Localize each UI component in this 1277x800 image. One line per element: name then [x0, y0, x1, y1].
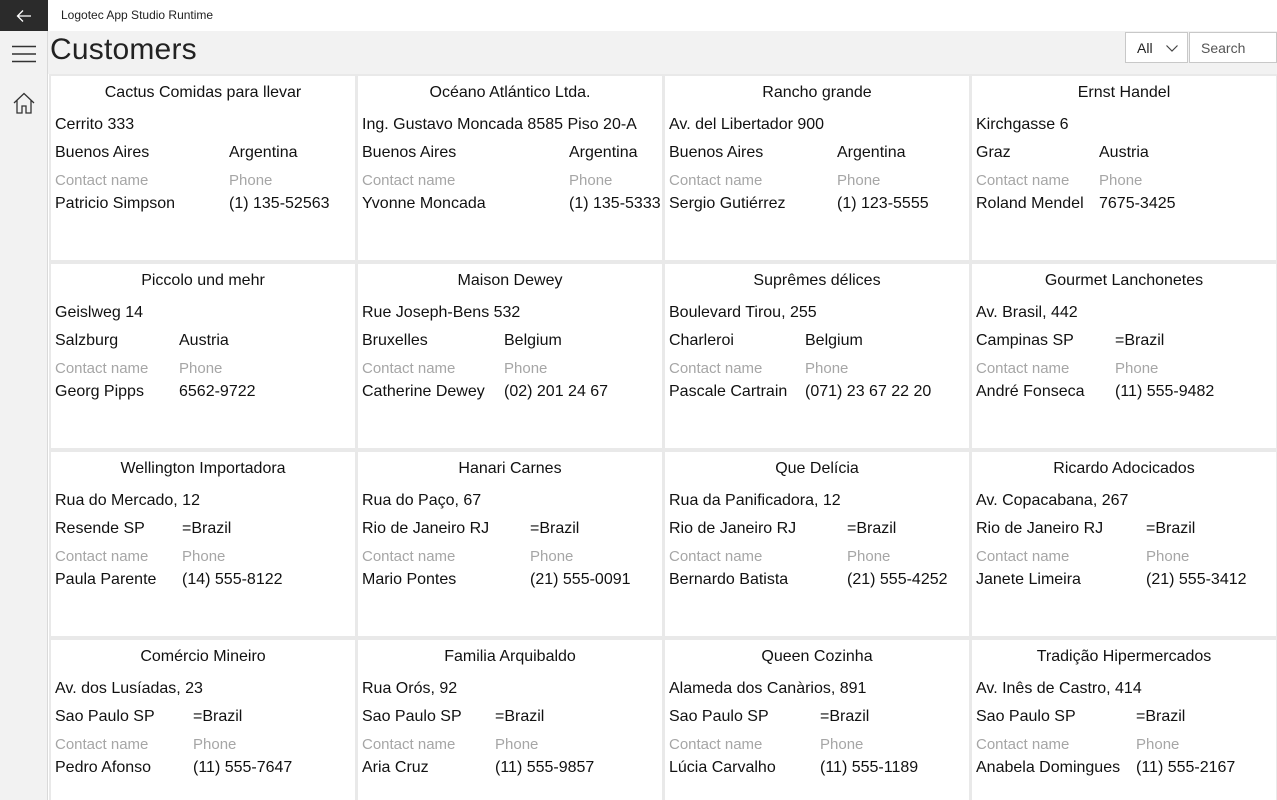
customer-name: Suprêmes délices [753, 272, 881, 289]
card-content [665, 264, 969, 448]
card-content [665, 452, 969, 636]
customer-name: Familia Arquibaldo [444, 648, 576, 665]
customer-card[interactable] [358, 640, 662, 800]
contact-name-label: Contact name [55, 360, 149, 377]
contact-name-label: Contact name [976, 736, 1070, 753]
customer-card[interactable] [665, 264, 969, 448]
phone-label: Phone [805, 360, 849, 377]
customer-name: Rancho grande [762, 84, 872, 101]
customer-phone: (11) 555-9482 [1115, 383, 1215, 400]
customer-phone: (071) 23 67 22 20 [805, 383, 932, 400]
app-title: Logotec App Studio Runtime [61, 8, 214, 22]
customer-address: Rue Joseph-Bens 532 [362, 304, 521, 321]
customer-city: Campinas SP [976, 332, 1074, 349]
card-content [358, 76, 662, 260]
customer-phone: (11) 555-2167 [1136, 759, 1236, 776]
phone-label: Phone [182, 548, 226, 565]
customer-card[interactable] [972, 264, 1276, 448]
customer-name: Hanari Carnes [458, 460, 562, 477]
customer-card[interactable] [665, 640, 969, 800]
title-bar [0, 0, 1277, 31]
customer-city: Buenos Aires [362, 144, 457, 161]
customer-name: Ricardo Adocicados [1053, 460, 1195, 477]
customer-card[interactable] [358, 264, 662, 448]
customer-card[interactable] [51, 76, 355, 260]
contact-name-label: Contact name [669, 548, 763, 565]
customer-country: Austria [1099, 144, 1149, 161]
customer-phone: (11) 555-9857 [495, 759, 595, 776]
phone-label: Phone [1115, 360, 1159, 377]
customer-country: Austria [179, 332, 229, 349]
contact-name-label: Contact name [669, 736, 763, 753]
customer-phone: (11) 555-7647 [193, 759, 293, 776]
card-content [51, 452, 355, 636]
customer-phone: (21) 555-3412 [1146, 571, 1247, 588]
customer-card[interactable] [972, 76, 1276, 260]
customer-name: Que Delícia [775, 460, 859, 477]
card-content [51, 76, 355, 260]
customer-card[interactable] [358, 452, 662, 636]
contact-name-label: Contact name [976, 360, 1070, 377]
customer-city: Sao Paulo SP [669, 708, 769, 725]
customer-city: Sao Paulo SP [976, 708, 1076, 725]
back-arrow-icon [16, 9, 32, 23]
customer-contact: André Fonseca [976, 383, 1085, 400]
phone-label: Phone [179, 360, 223, 377]
phone-label: Phone [820, 736, 864, 753]
customer-card[interactable] [51, 264, 355, 448]
card-content [358, 264, 662, 448]
customer-country: =Brazil [1115, 332, 1165, 349]
customer-contact: Sergio Gutiérrez [669, 195, 786, 212]
customer-country: =Brazil [193, 708, 243, 725]
customer-city: Bruxelles [362, 332, 428, 349]
customer-country: Belgium [504, 332, 562, 349]
customer-city: Sao Paulo SP [362, 708, 462, 725]
phone-label: Phone [229, 172, 273, 189]
customer-address: Av. Inês de Castro, 414 [976, 680, 1142, 697]
customer-country: =Brazil [847, 520, 897, 537]
customer-address: Geislweg 14 [55, 304, 144, 321]
customer-address: Rua Orós, 92 [362, 680, 458, 697]
customer-address: Rua do Mercado, 12 [55, 492, 200, 509]
customer-name: Maison Dewey [457, 272, 563, 289]
customer-phone: (21) 555-0091 [530, 571, 631, 588]
customer-address: Kirchgasse 6 [976, 116, 1069, 133]
customer-city: Buenos Aires [55, 144, 150, 161]
customer-phone: (21) 555-4252 [847, 571, 948, 588]
customer-country: =Brazil [1136, 708, 1186, 725]
customer-country: =Brazil [820, 708, 870, 725]
customer-phone: 7675-3425 [1099, 195, 1176, 212]
customer-contact: Lúcia Carvalho [669, 759, 776, 776]
customer-country: =Brazil [1146, 520, 1196, 537]
customer-contact: Georg Pipps [55, 383, 144, 400]
phone-label: Phone [847, 548, 891, 565]
contact-name-label: Contact name [669, 360, 763, 377]
customer-card[interactable] [972, 640, 1276, 800]
customer-city: Rio de Janeiro RJ [669, 520, 797, 537]
customer-address: Alameda dos Canàrios, 891 [669, 680, 867, 697]
nav-rail [0, 31, 48, 800]
contact-name-label: Contact name [55, 736, 149, 753]
filter-dropdown[interactable] [1125, 32, 1188, 63]
contact-name-label: Contact name [362, 736, 456, 753]
card-content [972, 452, 1276, 636]
customer-city: Charleroi [669, 332, 734, 349]
card-content [358, 452, 662, 636]
customer-city: Rio de Janeiro RJ [362, 520, 490, 537]
phone-label: Phone [504, 360, 548, 377]
customer-country: Argentina [229, 144, 298, 161]
customer-country: Argentina [569, 144, 638, 161]
customer-card[interactable] [51, 452, 355, 636]
card-content [358, 640, 662, 800]
customer-city: Salzburg [55, 332, 119, 349]
customer-city: Resende SP [55, 520, 145, 537]
contact-name-label: Contact name [362, 548, 456, 565]
customer-name: Wellington Importadora [120, 460, 286, 477]
customer-city: Buenos Aires [669, 144, 764, 161]
phone-label: Phone [1136, 736, 1180, 753]
hamburger-icon [12, 45, 36, 63]
card-content [972, 264, 1276, 448]
customer-card[interactable] [51, 640, 355, 800]
customer-address: Boulevard Tirou, 255 [669, 304, 817, 321]
customer-city: Sao Paulo SP [55, 708, 155, 725]
customer-city: Graz [976, 144, 1011, 161]
customer-address: Av. dos Lusíadas, 23 [55, 680, 203, 697]
customer-address: Rua da Panificadora, 12 [669, 492, 841, 509]
customer-contact: Catherine Dewey [362, 383, 485, 400]
customer-grid [49, 74, 1277, 800]
hamburger-menu-button[interactable] [0, 32, 48, 76]
customer-country: =Brazil [495, 708, 545, 725]
contact-name-label: Contact name [55, 172, 149, 189]
customer-card[interactable] [972, 452, 1276, 636]
customer-name: Tradição Hipermercados [1036, 648, 1212, 665]
customer-phone: (14) 555-8122 [182, 571, 283, 588]
customer-contact: Pedro Afonso [55, 759, 152, 776]
phone-label: Phone [1146, 548, 1190, 565]
customer-contact: Paula Parente [55, 571, 157, 588]
card-content [972, 76, 1276, 260]
customer-name: Gourmet Lanchonetes [1044, 272, 1204, 289]
chevron-down-icon [1165, 41, 1179, 55]
phone-label: Phone [569, 172, 613, 189]
customer-card[interactable] [665, 76, 969, 260]
contact-name-label: Contact name [976, 548, 1070, 565]
customer-phone: (1) 135-52563 [229, 195, 330, 212]
card-content [51, 640, 355, 800]
customer-country: =Brazil [530, 520, 580, 537]
customer-address: Av. Brasil, 442 [976, 304, 1078, 321]
customer-contact: Aria Cruz [362, 759, 429, 776]
home-nav-button[interactable] [0, 81, 48, 125]
customer-contact: Anabela Domingues [976, 759, 1121, 776]
contact-name-label: Contact name [669, 172, 763, 189]
page-header [48, 31, 1277, 74]
card-content [665, 76, 969, 260]
customer-contact: Janete Limeira [976, 571, 1081, 588]
contact-name-label: Contact name [362, 172, 456, 189]
customer-contact: Patricio Simpson [55, 195, 176, 212]
customer-contact: Bernardo Batista [669, 571, 789, 588]
customer-country: Argentina [837, 144, 906, 161]
card-content [665, 640, 969, 800]
customer-address: Av. Copacabana, 267 [976, 492, 1129, 509]
phone-label: Phone [837, 172, 881, 189]
customer-card[interactable] [358, 76, 662, 260]
customer-contact: Roland Mendel [976, 195, 1084, 212]
customer-address: Cerrito 333 [55, 116, 135, 133]
customer-name: Piccolo und mehr [141, 272, 265, 289]
phone-label: Phone [193, 736, 237, 753]
customer-phone: 6562-9722 [179, 383, 256, 400]
home-icon [12, 91, 36, 115]
customer-name: Cactus Comidas para llevar [104, 84, 302, 101]
customer-phone: (02) 201 24 67 [504, 383, 609, 400]
customer-name: Océano Atlántico Ltda. [429, 84, 591, 101]
customer-contact: Pascale Cartrain [669, 383, 788, 400]
phone-label: Phone [530, 548, 574, 565]
customer-address: Av. del Libertador 900 [669, 116, 825, 133]
contact-name-label: Contact name [55, 548, 149, 565]
customer-country: Belgium [805, 332, 863, 349]
customer-address: Ing. Gustavo Moncada 8585 Piso 20-A [362, 116, 637, 133]
customer-city: Rio de Janeiro RJ [976, 520, 1104, 537]
customer-name: Ernst Handel [1077, 84, 1171, 101]
customer-contact: Yvonne Moncada [362, 195, 486, 212]
customer-contact: Mario Pontes [362, 571, 457, 588]
customer-name: Queen Cozinha [761, 648, 873, 665]
customer-name: Comércio Mineiro [140, 648, 266, 665]
filter-value: All [1137, 39, 1153, 56]
search-input[interactable] [1189, 32, 1277, 63]
phone-label: Phone [1099, 172, 1143, 189]
customer-phone: (1) 123-5555 [837, 195, 929, 212]
back-button[interactable] [0, 0, 48, 31]
contact-name-label: Contact name [362, 360, 456, 377]
card-content [972, 640, 1276, 800]
customer-phone: (11) 555-1189 [820, 759, 919, 776]
customer-country: =Brazil [182, 520, 232, 537]
customer-phone: (1) 135-5333 [569, 195, 661, 212]
card-content [51, 264, 355, 448]
customer-card[interactable] [665, 452, 969, 636]
page-title: Customers [50, 33, 197, 66]
customer-address: Rua do Paço, 67 [362, 492, 482, 509]
contact-name-label: Contact name [976, 172, 1070, 189]
phone-label: Phone [495, 736, 539, 753]
